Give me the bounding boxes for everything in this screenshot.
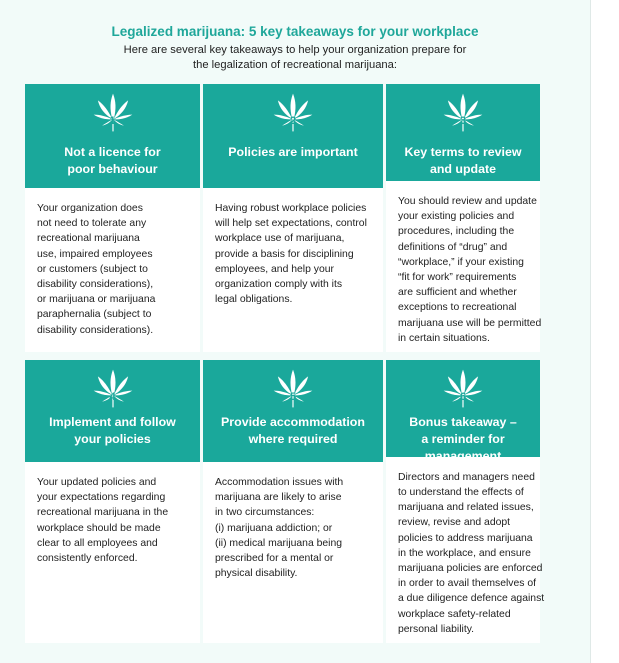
card-body-line: workplace safety-related bbox=[398, 608, 511, 620]
card-body-line: Having robust workplace policies bbox=[215, 203, 367, 214]
page-title: Legalized marijuana: 5 key takeaways for your workplace bbox=[111, 24, 479, 39]
card-body-line: Your updated policies and bbox=[37, 477, 157, 488]
card-heading-line: your policies bbox=[74, 432, 151, 446]
subtitle-line: Here are several key takeaways to help your organization prepare for bbox=[123, 44, 467, 56]
card-body-line: (ii) medical marijuana being bbox=[215, 537, 343, 549]
card-body-line: (i) marijuana addiction; or bbox=[215, 522, 333, 534]
card-body-line: to understand the effects of bbox=[398, 486, 524, 498]
takeaway-card-2 bbox=[203, 84, 383, 352]
card-header bbox=[386, 84, 540, 181]
card-body bbox=[386, 457, 545, 643]
card-body-line: prescribed for a mental or bbox=[215, 553, 334, 565]
card-body-line: not need to tolerate any bbox=[37, 218, 147, 230]
card-body-line: “fit for work” requirements bbox=[398, 271, 517, 283]
card-body bbox=[25, 188, 200, 352]
card-body-line: exceptions to recreational bbox=[398, 302, 517, 314]
cannabis-leaf-icon bbox=[92, 92, 134, 134]
card-body-line: “workplace,” if your existing bbox=[398, 256, 524, 268]
card-header bbox=[25, 360, 200, 462]
card-body-line: marijuana use will be permitted bbox=[398, 317, 542, 329]
card-header bbox=[386, 360, 540, 463]
takeaways-grid bbox=[25, 84, 545, 643]
card-body-line: your existing policies and bbox=[398, 211, 515, 223]
page-subtitle bbox=[95, 43, 495, 73]
card-body-line: review, revise and adopt bbox=[398, 517, 511, 529]
card-body-line: Directors and managers need bbox=[398, 471, 535, 483]
card-body-line: recreational marijuana bbox=[37, 233, 140, 245]
card-heading bbox=[390, 144, 536, 178]
cannabis-leaf-icon bbox=[442, 92, 484, 134]
card-body-line: a due diligence defence against bbox=[398, 593, 545, 605]
card-body-line: will help set expectations, control bbox=[215, 218, 367, 230]
card-body-line: in two circumstances: bbox=[215, 507, 315, 519]
card-body-line: legal obligations. bbox=[215, 294, 293, 306]
card-heading-line: Bonus takeaway – bbox=[409, 415, 517, 429]
card-heading-line: where required bbox=[248, 432, 338, 446]
card-body-line: policies to address marijuana bbox=[398, 532, 533, 544]
card-body bbox=[203, 462, 383, 643]
card-body-line: disability considerations). bbox=[37, 324, 154, 336]
card-body-line: in order to avail themselves of bbox=[398, 578, 537, 590]
card-heading-line: Not a licence for bbox=[64, 145, 161, 159]
card-header bbox=[203, 84, 383, 188]
card-body-line: definitions of “drug” and bbox=[398, 241, 508, 253]
card-heading-line: Key terms to review bbox=[404, 145, 522, 159]
card-heading bbox=[29, 144, 196, 178]
card-heading bbox=[207, 414, 379, 448]
card-number: 4 bbox=[109, 391, 116, 403]
card-body bbox=[25, 462, 200, 643]
card-body-line: recreational marijuana in the bbox=[37, 507, 169, 519]
card-body-line: your expectations regarding bbox=[37, 492, 166, 504]
cannabis-leaf-icon bbox=[272, 368, 314, 410]
card-body-line: Your organization does bbox=[37, 203, 143, 214]
card-header bbox=[203, 360, 383, 462]
takeaway-card-3 bbox=[386, 84, 540, 352]
card-heading-line: Implement and follow bbox=[49, 415, 176, 429]
card-body-line: procedures, including the bbox=[398, 226, 515, 238]
card-body-line: or customers (subject to bbox=[37, 263, 148, 275]
card-heading bbox=[29, 414, 196, 448]
card-body-line: organization comply with its bbox=[215, 279, 343, 291]
card-heading-line: a reminder for management bbox=[421, 432, 505, 463]
card-body-line: disability considerations), bbox=[37, 279, 154, 291]
subtitle-line: the legalization of recreational marijuana: bbox=[193, 59, 397, 71]
card-body-line: personal liability. bbox=[398, 623, 475, 635]
card-body-line: workplace use of marijuana, bbox=[215, 233, 345, 245]
card-body-line: use, impaired employees bbox=[37, 248, 153, 260]
card-heading-line: Provide accommodation bbox=[221, 415, 365, 429]
card-header bbox=[25, 84, 200, 188]
card-body-line: in the workplace, and ensure bbox=[398, 547, 531, 559]
card-heading-line: Policies are important bbox=[228, 145, 358, 159]
card-body-line: marijuana and related issues, bbox=[398, 502, 534, 514]
card-body-line: marijuana policies are enforced bbox=[398, 562, 543, 574]
takeaway-card-6 bbox=[386, 360, 545, 643]
card-body-line: or marijuana or marijuana bbox=[37, 294, 156, 306]
card-number: 2 bbox=[289, 115, 297, 127]
card-body-line: in certain situations. bbox=[398, 332, 490, 344]
card-heading bbox=[207, 144, 379, 161]
card-body-line: employees, and help your bbox=[215, 263, 334, 275]
card-body-line: physical disability. bbox=[215, 568, 298, 580]
card-heading-line: and update bbox=[429, 162, 497, 176]
cannabis-leaf-icon bbox=[442, 368, 484, 410]
card-body-line: are sufficient and whether bbox=[398, 287, 517, 299]
card-heading-line: poor behaviour bbox=[67, 162, 158, 176]
cannabis-leaf-icon bbox=[92, 368, 134, 410]
card-number: 5 bbox=[289, 391, 297, 403]
card-heading bbox=[390, 414, 536, 465]
card-body-line: marijuana are likely to arise bbox=[215, 492, 342, 504]
card-number: 3 bbox=[459, 115, 467, 127]
card-body-line: workplace should be made bbox=[37, 522, 161, 534]
card-body bbox=[203, 188, 383, 352]
card-number: 6 bbox=[459, 391, 467, 403]
card-body-line: provide a basis for disciplining bbox=[215, 248, 354, 260]
card-body-line: paraphernalia (subject to bbox=[37, 309, 152, 321]
card-body-line: clear to all employees and bbox=[37, 537, 158, 549]
takeaway-card-4 bbox=[25, 360, 200, 643]
card-body-line: You should review and update bbox=[398, 195, 537, 207]
takeaway-card-1 bbox=[25, 84, 200, 352]
cannabis-leaf-icon bbox=[272, 92, 314, 134]
card-number: 1 bbox=[109, 115, 116, 127]
card-body bbox=[386, 181, 540, 352]
card-body-line: consistently enforced. bbox=[37, 553, 138, 565]
takeaway-card-5 bbox=[203, 360, 383, 643]
card-body-line: Accommodation issues with bbox=[215, 477, 344, 488]
